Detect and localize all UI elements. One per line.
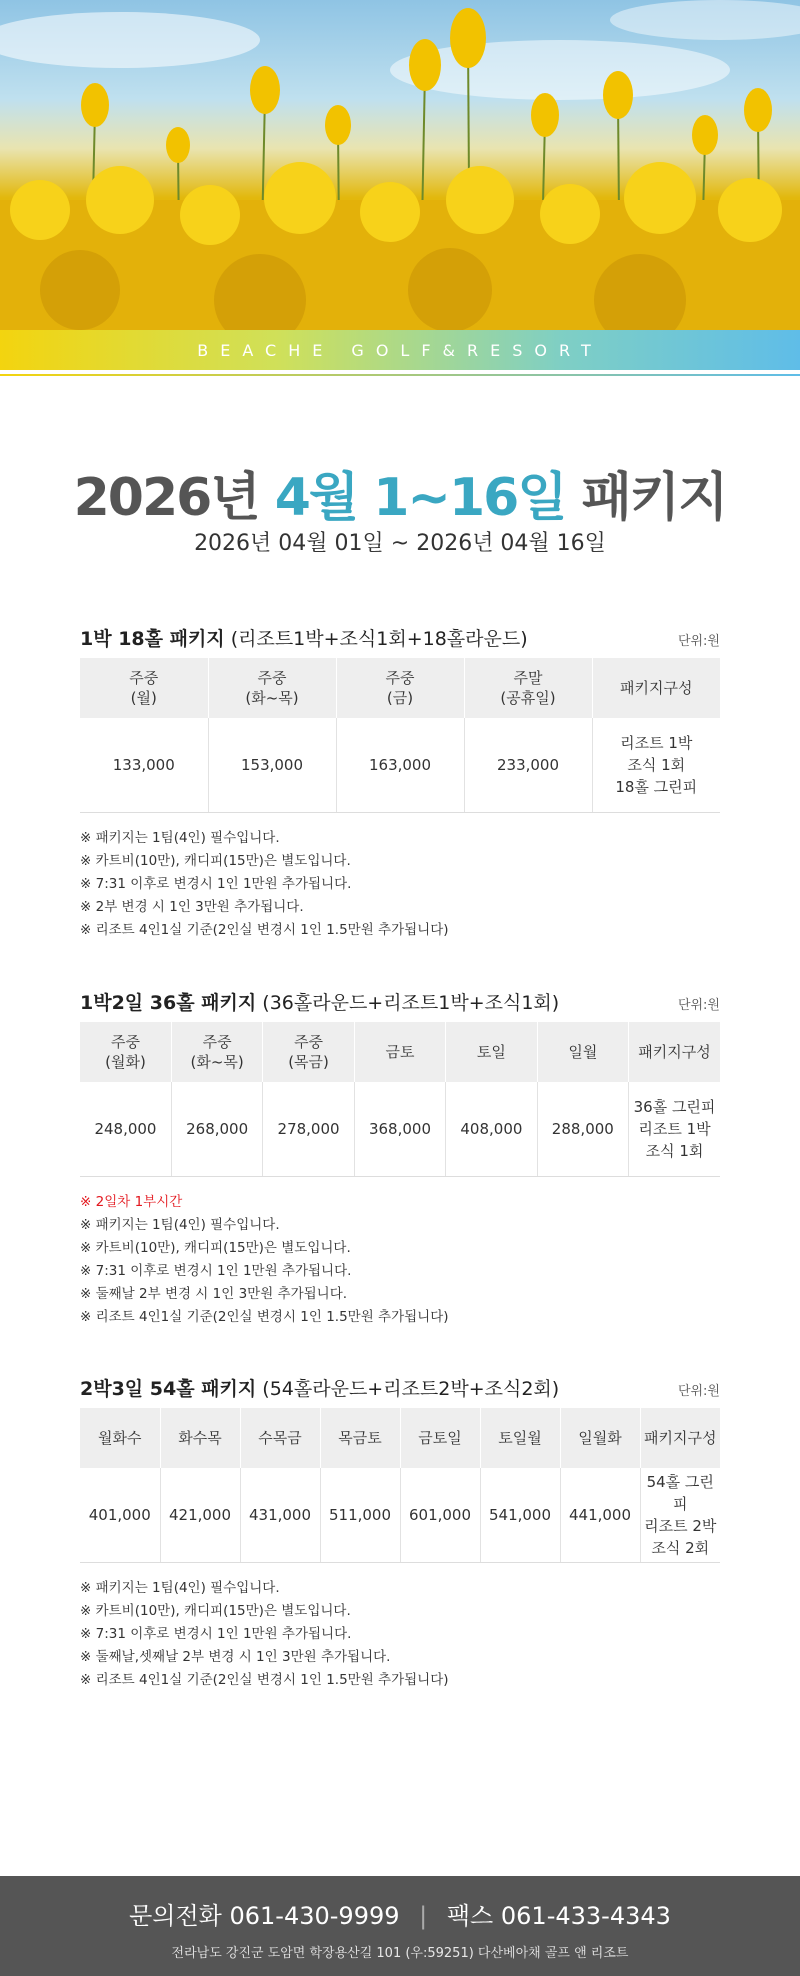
note-item: ※ 2부 변경 시 1인 3만원 추가됩니다. <box>80 899 304 915</box>
note-item-highlight: ※ 2일차 1부시간 <box>80 1194 183 1210</box>
table-header-row <box>80 1408 720 1468</box>
brand-banner <box>0 330 800 370</box>
price-cell: 368,000 <box>354 1082 445 1177</box>
table-row <box>80 1468 720 1563</box>
table-header: 주말 (공휴일) <box>464 658 592 718</box>
note-item: ※ 둘째날,셋째날 2부 변경 시 1인 3만원 추가됩니다. <box>80 1649 391 1665</box>
package-title: 1박 18홀 패키지 (리조트1박+조식1회+18홀라운드) <box>80 628 528 650</box>
price-cell: 268,000 <box>171 1082 262 1177</box>
table-header: 주중 (화~목) <box>171 1022 262 1082</box>
period-subtitle: 2026년 04월 01일 ~ 2026년 04월 16일 <box>194 531 606 556</box>
note-item: ※ 카트비(10만), 캐디피(15만)은 별도입니다. <box>80 1603 351 1619</box>
table-header-row <box>80 658 720 718</box>
price-table <box>80 1022 720 1177</box>
unit-label: 단위:원 <box>677 998 720 1013</box>
table-header: 주중 (화~목) <box>208 658 336 718</box>
note-item: ※ 둘째날 2부 변경 시 1인 3만원 추가됩니다. <box>80 1286 348 1302</box>
price-table <box>80 1408 720 1563</box>
hero-image <box>0 0 800 330</box>
table-header: 금토 <box>354 1022 445 1082</box>
brand-name: BEACHE GOLF&RESORT <box>197 340 603 360</box>
table-header: 주중 (월화) <box>80 1022 171 1082</box>
price-cell: 541,000 <box>480 1468 560 1563</box>
note-item: ※ 리조트 4인1실 기준(2인실 변경시 1인 1.5만원 추가됩니다) <box>80 1672 449 1688</box>
fax-number: 061-433-4343 <box>500 1902 671 1930</box>
composition-cell: 36홀 그린피 리조트 1박 조식 1회 <box>629 1082 720 1177</box>
table-header: 일월 <box>537 1022 628 1082</box>
unit-label: 단위:원 <box>677 1384 720 1399</box>
contact-footer <box>0 1876 800 1976</box>
note-item: ※ 7:31 이후로 변경시 1인 1만원 추가됩니다. <box>80 1626 352 1642</box>
phone-number[interactable]: 061-430-9999 <box>229 1902 400 1930</box>
table-header: 목금토 <box>320 1408 400 1468</box>
price-table <box>80 658 720 813</box>
table-header: 토일월 <box>480 1408 560 1468</box>
price-cell: 163,000 <box>336 718 464 813</box>
table-header: 주중 (금) <box>336 658 464 718</box>
price-cell: 601,000 <box>400 1468 480 1563</box>
title-suffix: 패키지 <box>581 468 727 528</box>
fax-label: 팩스 <box>446 1902 494 1930</box>
package-title: 2박3일 54홀 패키지 (54홀라운드+리조트2박+조식2회) <box>80 1378 560 1400</box>
price-cell: 421,000 <box>160 1468 240 1563</box>
table-row <box>80 718 720 813</box>
table-header: 금토일 <box>400 1408 480 1468</box>
price-cell: 278,000 <box>263 1082 354 1177</box>
notes-list <box>80 1191 720 1329</box>
table-header: 패키지구성 <box>592 658 720 718</box>
package-section-3 <box>80 1374 720 1692</box>
table-header: 일월화 <box>560 1408 640 1468</box>
composition-cell: 54홀 그린피 리조트 2박 조식 2회 <box>640 1468 720 1563</box>
title-year: 2026년 <box>73 468 259 528</box>
table-header: 패키지구성 <box>629 1022 720 1082</box>
table-header: 수목금 <box>240 1408 320 1468</box>
note-item: ※ 7:31 이후로 변경시 1인 1만원 추가됩니다. <box>80 876 352 892</box>
package-section-1 <box>80 624 720 942</box>
note-item: ※ 카트비(10만), 캐디피(15만)은 별도입니다. <box>80 1240 351 1256</box>
notes-list <box>80 827 720 942</box>
note-item: ※ 패키지는 1팀(4인) 필수입니다. <box>80 1217 280 1233</box>
note-item: ※ 패키지는 1팀(4인) 필수입니다. <box>80 1580 280 1596</box>
note-item: ※ 리조트 4인1실 기준(2인실 변경시 1인 1.5만원 추가됩니다) <box>80 1309 449 1325</box>
divider-bar: | <box>419 1902 428 1930</box>
package-title: 1박2일 36홀 패키지 (36홀라운드+리조트1박+조식1회) <box>80 992 560 1014</box>
brand-divider <box>0 374 800 376</box>
package-section-2 <box>80 988 720 1329</box>
notes-list <box>80 1577 720 1692</box>
page-title <box>0 455 800 530</box>
price-cell: 401,000 <box>80 1468 160 1563</box>
note-item: ※ 카트비(10만), 캐디피(15만)은 별도입니다. <box>80 853 351 869</box>
phone-label: 문의전화 <box>129 1902 222 1930</box>
table-header: 주중 (월) <box>80 658 208 718</box>
price-cell: 288,000 <box>537 1082 628 1177</box>
unit-label: 단위:원 <box>677 634 720 649</box>
note-item: ※ 패키지는 1팀(4인) 필수입니다. <box>80 830 280 846</box>
composition-cell: 리조트 1박 조식 1회 18홀 그린피 <box>592 718 720 813</box>
price-cell: 248,000 <box>80 1082 171 1177</box>
price-cell: 233,000 <box>464 718 592 813</box>
table-header: 패키지구성 <box>640 1408 720 1468</box>
table-row <box>80 1082 720 1177</box>
price-cell: 133,000 <box>80 718 208 813</box>
table-header: 주중 (목금) <box>263 1022 354 1082</box>
contact-line <box>0 1896 800 1931</box>
canola-flower-field-image <box>0 0 800 330</box>
note-item: ※ 7:31 이후로 변경시 1인 1만원 추가됩니다. <box>80 1263 352 1279</box>
address: 전라남도 강진군 도암면 학장용산길 101 (우:59251) 다산베아채 골프 앤 리조트 <box>171 1946 629 1961</box>
price-cell: 511,000 <box>320 1468 400 1563</box>
table-header: 토일 <box>446 1022 537 1082</box>
price-cell: 441,000 <box>560 1468 640 1563</box>
table-header: 월화수 <box>80 1408 160 1468</box>
price-cell: 431,000 <box>240 1468 320 1563</box>
table-header: 화수목 <box>160 1408 240 1468</box>
price-cell: 153,000 <box>208 718 336 813</box>
note-item: ※ 리조트 4인1실 기준(2인실 변경시 1인 1.5만원 추가됩니다) <box>80 922 449 938</box>
price-cell: 408,000 <box>446 1082 537 1177</box>
table-header-row <box>80 1022 720 1082</box>
title-accent: 4월 1~16일 <box>274 468 566 528</box>
